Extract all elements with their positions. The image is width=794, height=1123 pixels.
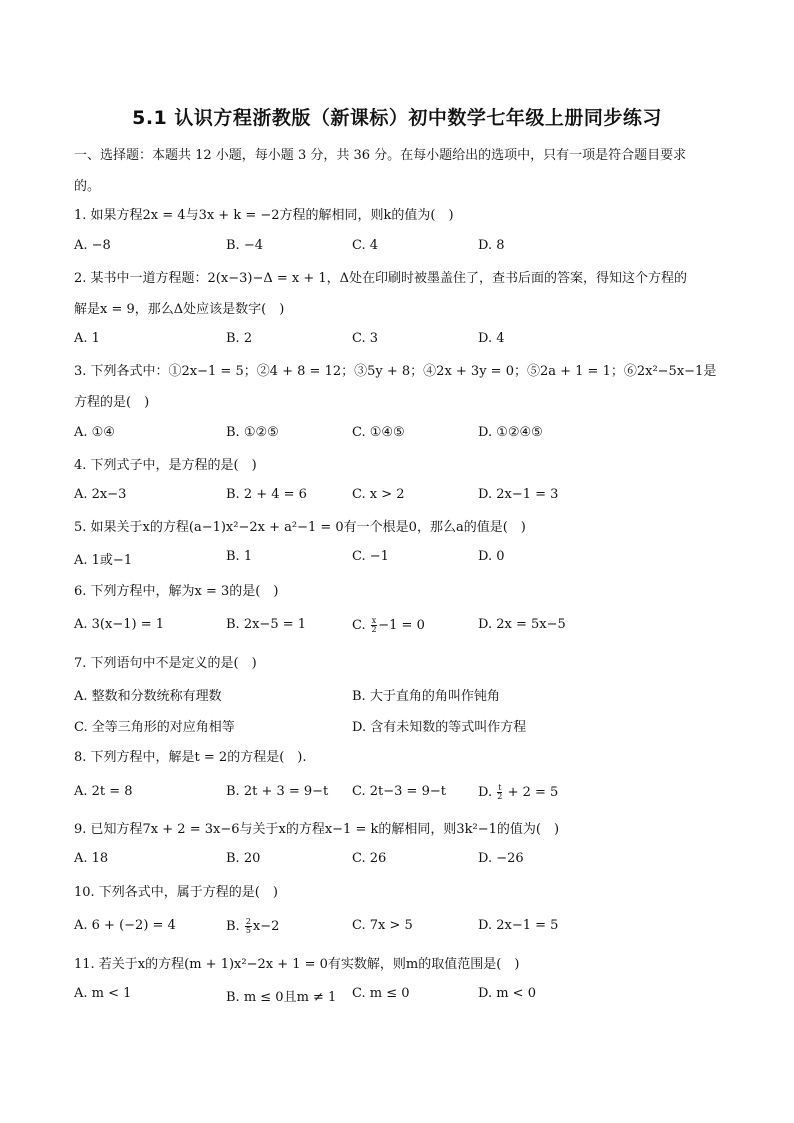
section-line-1: 一、选择题：本题共 12 小题，每小题 3 分，共 36 分。在每小题给出的选项中，只有一项是符合题目要求 — [74, 148, 687, 163]
fraction-numerator: t — [498, 783, 502, 792]
option-b: B. 1 — [226, 549, 253, 564]
option-b: B. $\frac{2}{5}$ x−2 — [226, 917, 280, 935]
question-2 — [74, 269, 724, 320]
fraction-denominator: 5 — [245, 926, 251, 935]
option-c: C. 全等三角形的对应角相等 — [74, 720, 235, 735]
option-d: D. 2x−1 = 3 — [478, 487, 559, 502]
option-b: B. 2 — [226, 331, 253, 346]
question-2-options — [74, 331, 724, 351]
option-a: A. 1或−1 — [74, 553, 133, 568]
option-a: A. 整数和分数统称有理数 — [74, 689, 222, 704]
option-d: D. 2x = 5x−5 — [478, 617, 566, 632]
option-c: C. 3 — [352, 331, 379, 346]
option-d: D. −26 — [478, 851, 524, 866]
fraction-numerator: x — [371, 616, 377, 625]
option-c: C. $\frac{x}{2}$ −1 = 0 — [352, 616, 425, 634]
option-c-rest: −1 = 0 — [378, 618, 425, 633]
question-stem-continued: 解是x = 9，那么Δ处应该是数字( ) — [74, 302, 285, 317]
fraction — [497, 784, 502, 801]
option-c: C. m ≤ 0 — [352, 986, 410, 1001]
option-a: A. −8 — [74, 238, 111, 253]
question-3-options — [74, 425, 724, 445]
section-heading — [74, 140, 724, 202]
question-9-options — [74, 851, 724, 871]
option-b-rest: x−2 — [252, 919, 280, 934]
option-d: D. $\frac{t}{2}$ + 2 = 5 — [478, 783, 559, 801]
question-9 — [74, 820, 724, 840]
option-b: B. 20 — [226, 851, 261, 866]
fraction — [245, 918, 252, 935]
question-1 — [74, 206, 724, 226]
question-stem-continued: 方程的是( ) — [74, 395, 150, 410]
question-5 — [74, 518, 724, 538]
option-a: A. 18 — [74, 851, 109, 866]
question-5-options — [74, 549, 724, 569]
option-a: A. 2x−3 — [74, 487, 127, 502]
option-d: D. 8 — [478, 238, 505, 253]
option-a: A. 1 — [74, 331, 100, 346]
question-11-options — [74, 986, 724, 1006]
question-7-options-row-1 — [74, 685, 724, 705]
option-d: D. m < 0 — [478, 986, 536, 1001]
question-stem: 7. 下列语句中不是定义的是( ) — [74, 656, 257, 671]
option-b: B. 2t + 3 = 9−t — [226, 784, 329, 799]
question-10-options — [74, 918, 724, 938]
option-d: D. 2x−1 = 5 — [478, 918, 559, 933]
question-10 — [74, 883, 724, 903]
question-4 — [74, 456, 724, 476]
option-a: A. 2t = 8 — [74, 784, 133, 799]
question-6-options — [74, 617, 724, 637]
page-title: 5.1 认识方程浙教版（新课标）初中数学七年级上册同步练习 — [132, 107, 662, 129]
fraction — [371, 617, 378, 634]
question-6 — [74, 582, 724, 602]
question-1-options — [74, 238, 724, 258]
option-b: B. ①②⑤ — [226, 425, 279, 440]
option-b: B. −4 — [226, 238, 263, 253]
option-b: B. 2 + 4 = 6 — [226, 487, 307, 502]
option-a: A. 3(x−1) = 1 — [74, 617, 164, 632]
question-3 — [74, 362, 724, 413]
question-stem: 9. 已知方程7x + 2 = 3x−6与关于x的方程x−1 = k的解相同，则3k²−1的值为( ) — [74, 822, 560, 837]
question-stem: 4. 下列式子中，是方程的是( ) — [74, 458, 257, 473]
question-7 — [74, 654, 724, 674]
question-7-options-row-2 — [74, 716, 724, 736]
option-a: A. 6 + (−2) = 4 — [74, 918, 176, 933]
option-d: D. 4 — [478, 331, 505, 346]
question-stem: 5. 如果关于x的方程(a−1)x²−2x + a²−1 = 0有一个根是0，那么a的值是( ) — [74, 520, 526, 535]
option-c: C. 4 — [352, 238, 379, 253]
question-8-options — [74, 784, 724, 804]
option-b: B. m ≤ 0且m ≠ 1 — [226, 990, 337, 1005]
option-c: C. 2t−3 = 9−t — [352, 784, 446, 799]
fraction-denominator: 2 — [371, 625, 377, 634]
fraction-numerator: 2 — [245, 917, 251, 926]
option-a: A. ①④ — [74, 425, 115, 440]
question-stem: 11. 若关于x的方程(m + 1)x²−2x + 1 = 0有实数解，则m的取值范围是( ) — [74, 957, 520, 972]
section-line-2: 的。 — [74, 179, 101, 194]
question-stem: 2. 某书中一道方程题：2(x−3)−Δ = x + 1，Δ处在印刷时被墨盖住了，查书后面的答案，得知这个方程的 — [74, 271, 688, 286]
question-stem: 6. 下列方程中，解为x = 3的是( ) — [74, 584, 279, 599]
fraction-denominator: 2 — [497, 792, 503, 801]
option-b: B. 2x−5 = 1 — [226, 617, 307, 632]
question-stem: 10. 下列各式中，属于方程的是( ) — [74, 885, 278, 900]
option-a: A. m < 1 — [74, 986, 132, 1001]
option-c: C. −1 — [352, 549, 389, 564]
option-c: C. ①④⑤ — [352, 425, 405, 440]
question-11 — [74, 955, 724, 975]
question-stem: 3. 下列各式中：①2x−1 = 5；②4 + 8 = 12；③5y + 8；④2x + 3y = 0；⑤2a + 1 = 1；⑥2x²−5x−1是 — [74, 364, 717, 379]
question-8 — [74, 748, 724, 768]
option-d: D. 0 — [478, 549, 505, 564]
option-c: C. x > 2 — [352, 487, 405, 502]
question-4-options — [74, 487, 724, 507]
question-stem: 8. 下列方程中，解是t = 2的方程是( ). — [74, 750, 307, 765]
option-b: B. 大于直角的角叫作钝角 — [352, 689, 500, 704]
option-d: D. ①②④⑤ — [478, 425, 543, 440]
option-c: C. 26 — [352, 851, 387, 866]
option-d: D. 含有未知数的等式叫作方程 — [352, 720, 527, 735]
option-d-rest: + 2 = 5 — [503, 785, 559, 800]
option-c: C. 7x > 5 — [352, 918, 413, 933]
question-stem: 1. 如果方程2x = 4与3x + k = −2方程的解相同，则k的值为( ) — [74, 208, 454, 223]
